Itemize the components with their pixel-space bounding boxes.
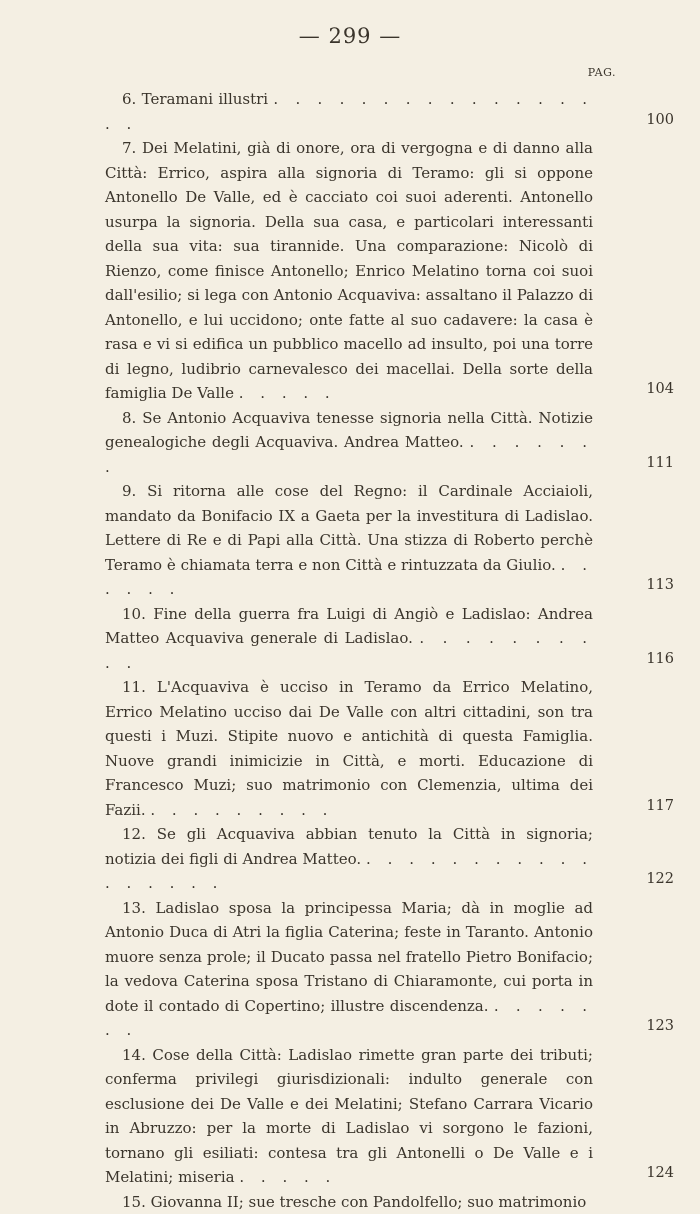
toc-entry-7	[105, 136, 593, 406]
entry-text: 12. Se gli Acquaviva abbian tenuto la Città in signoria; notizia dei figli di Andrea Matteo.	[105, 825, 593, 868]
entry-page-ref: 117	[614, 794, 674, 819]
entry-page-ref: 116	[614, 647, 674, 672]
entry-page-ref: 124	[614, 1161, 674, 1186]
entry-text: 6. Teramani illustri	[122, 90, 268, 108]
entry-page-ref: 104	[614, 377, 674, 402]
entry-text: 11. L'Acquaviva è ucciso in Teramo da Errico Melatino, Errico Melatino ucciso dai De Valle con altri cittadini, son tra questi i Muzi. Stipite nuovo e antichità di questa Famiglia. Nuove grandi inimicizie in Città, e morti. Educazione di Francesco Muzi; suo matrimonio con Clemenzia, ultima dei Fazii.	[105, 678, 593, 819]
toc-entry-12	[105, 822, 593, 896]
entry-text: 8. Se Antonio Acquaviva tenesse signoria nella Città. Notizie genealogiche degli Acquaviva. Andrea Matteo.	[105, 409, 593, 452]
entry-page-ref: 113	[614, 573, 674, 598]
entry-page-ref: 122	[614, 867, 674, 892]
leader-dots: . . . . . . . . . .	[105, 629, 593, 672]
page-column-label: PAG.	[588, 66, 616, 79]
leader-dots: . . . . . . .	[105, 433, 593, 476]
toc-entry-11	[105, 675, 593, 822]
toc-entry-9	[105, 479, 593, 602]
entry-text: 14. Cose della Città: Ladislao rimette gran parte dei tributi; conferma privilegi giurisdizionali: indulto generale con esclusione dei De Valle e dei Melatini; Stefano Carrara Vicario in Abruzzo: per la morte di Ladislao vi sorgono le fazioni, tornano gli esiliati: contesa tra gli Antonelli o De Valle e i Melatini; miseria	[105, 1046, 593, 1187]
entry-text: 13. Ladislao sposa la principessa Maria; dà in moglie ad Antonio Duca di Atri la figlia Caterina; feste in Taranto. Antonio muore senza prole; il Ducato passa nel fratello Pietro Bonifacio; la vedova Caterina sposa Tristano di Chiaramonte, cui porta in dote il contado di Copertino; illustre discendenza.	[105, 899, 593, 1015]
toc-entry-13	[105, 896, 593, 1043]
leader-dots: . . . . . . . . . . . . . . . . .	[105, 90, 593, 133]
toc-entry-10	[105, 602, 593, 676]
toc-entry-8	[105, 406, 593, 480]
entry-page-ref: 100	[614, 108, 674, 133]
toc-entry-6	[105, 87, 593, 136]
entry-text: 10. Fine della guerra fra Luigi di Angiò e Ladislao: Andrea Matteo Acquaviva generale di Ladislao.	[105, 605, 593, 648]
entry-text: 7. Dei Melatini, già di onore, ora di vergogna e di danno alla Città: Errico, aspira alla signoria di Teramo: gli si oppone Antonello De Valle, ed è cacciato coi suoi aderenti. Antonello usurpa la signoria. Della sua casa, e particolari interessanti della sua vita: sua tirannide. Una comparazione: Nicolò di Rienzo, come finisce Antonello; Enrico Melatino torna coi suoi dall'esilio; si lega con Antonio Acquaviva: assaltano il Palazzo di Antonello, e lui uccidono; onte fatte al suo cadavere: la casa è rasa e vi si edifica un pubblico macello ad insulto, poi una torre di legno, ludibrio carnevalesco dei macellai. Della sorte della famiglia De Valle	[105, 139, 593, 402]
leader-dots: . . . . .	[239, 384, 336, 402]
page-number: — 299 —	[0, 24, 700, 48]
table-of-contents	[105, 87, 593, 1214]
toc-entry-15	[105, 1190, 593, 1214]
leader-dots: . . . . . . . . . . . . . . . . .	[105, 850, 593, 893]
leader-dots: . . . . . . .	[105, 997, 593, 1040]
entry-page-ref: 123	[614, 1014, 674, 1039]
leader-dots: . . . . .	[239, 1168, 336, 1186]
entry-text: 15. Giovanna II; sue tresche con Pandolfello; suo matrimonio	[122, 1193, 586, 1211]
leader-dots: . . . . . .	[105, 556, 593, 599]
toc-entry-14	[105, 1043, 593, 1190]
leader-dots: . . . . . . . . .	[150, 801, 333, 819]
entry-page-ref: 111	[614, 451, 674, 476]
entry-text: 9. Si ritorna alle cose del Regno: il Cardinale Acciaioli, mandato da Bonifacio IX a Gaeta per la investitura di Ladislao. Lettere di Re e di Papi alla Città. Una stizza di Roberto perchè Teramo è chiamata terra e non Città e rintuzzata da Giulio.	[105, 482, 593, 574]
